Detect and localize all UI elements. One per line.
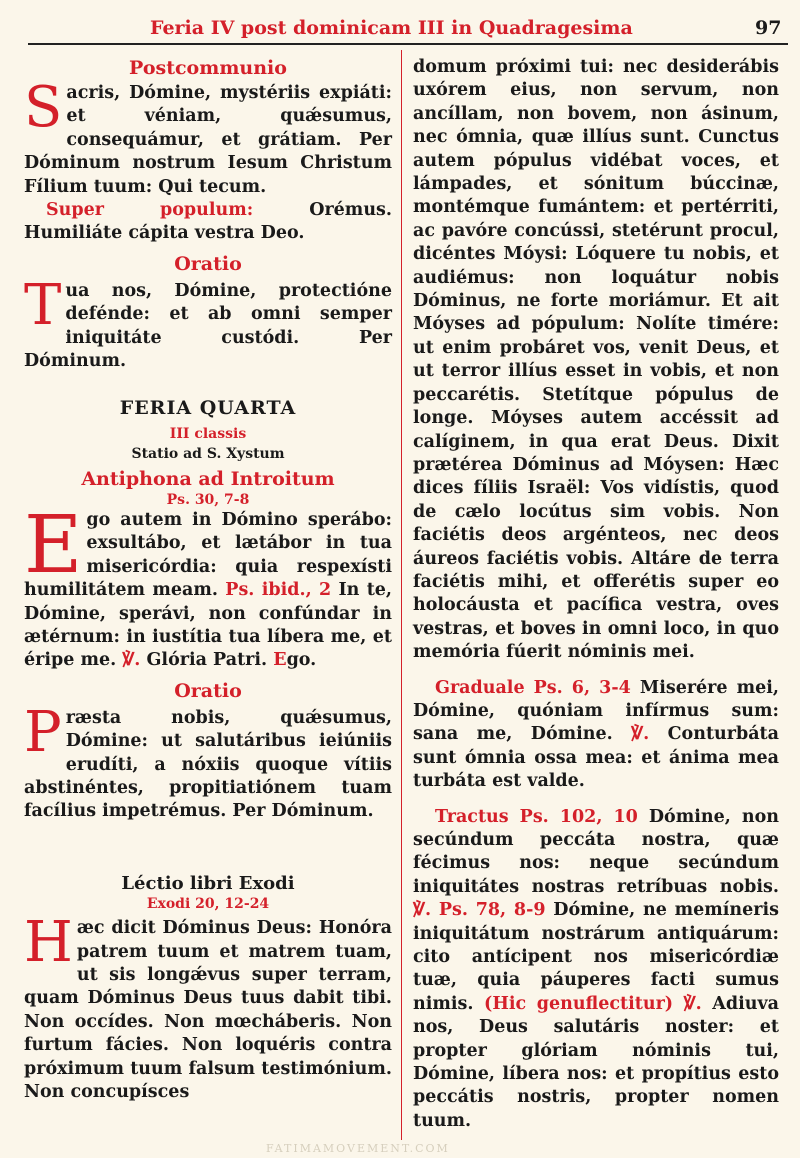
lectio-reference: Exodi 20, 12-24 <box>146 896 270 913</box>
right-column <box>413 56 779 1133</box>
versicle-mark: ℣. <box>683 993 702 1014</box>
header-rule <box>28 43 788 45</box>
column-divider <box>401 50 402 1140</box>
introitus-text: Ego autem in Dómino sperábo: exsultábo, et lætábor in tua misericórdia: quia respexísti humilitátem meam. Ps. ibid., 2 In te, Dómine, sperávi, non confúndar in ætérnum: in iustítia tua líbera me, et éripe me. ℣. Glória Patri. Ego. <box>24 497 392 671</box>
feria-title: FERIA QUARTA <box>119 397 297 420</box>
super-populum: Super populum: Orémus. Humiliáte cápita vestra Deo. <box>24 200 392 244</box>
introitus-heading: Antiphona ad Introitum <box>81 467 335 490</box>
oratio-text: Præsta nobis, quǽsumus, Dómine: ut salutáribus ieiúniis erudíti, a nóxiis quoque vítiis abstinéntes, propitiatiónem tuam facílius impetrémus. Per Dóminum. <box>24 699 392 822</box>
versicle-mark: ℣. <box>122 650 141 671</box>
graduale: Graduale Ps. 6, 3-4 Miserére mei, Dómine, quóniam infírmus sum: sana me, Dómine. ℣. Conturbáta sunt ómnia ossa mea: et ánima mea turbáta est valde. <box>413 677 779 792</box>
tractus: Tractus Ps. 102, 10 Dómine, non secúndum peccáta nostra, quæ fécimus nos: neque secúndum iniquitátes nostras retríbuas nobis. ℣. Ps. 78, 8-9 Dómine, ne memíneris iniquitátum nostrárum antiquárum: cito antícipent nos misericórdiæ tuæ, quia páuperes facti sumus nimis. (Hic genuflectitur) ℣. Adiuva nos, Deus salutáris noster: et propter glóriam nóminis tui, Dómine, líbera nos: et propítius esto peccátis nostris, propter nomen tuum. <box>413 806 780 1131</box>
drop-cap: T <box>24 272 62 338</box>
introitus-reference: Ps. 30, 7-8 <box>166 491 250 508</box>
lectio-text: Hæc dicit Dóminus Deus: Honóra patrem tuum et matrem tuam, ut sis longǽvus super terram, quam Dóminus Deus tuus dabit tibi. Non occídes. Non mœcháberis. Non furtum fácies. Non loquéris contra próximum tuum falsum testimónium. Non concupísces <box>24 910 392 1102</box>
drop-cap: E <box>24 497 83 591</box>
lectio-heading: Léctio libri Exodi <box>121 872 295 894</box>
postcommunio-text: Sacris, Dómine, mystériis expiáti: et véniam, quǽsumus, consequámur, et grátiam. Per Dóminum nostrum Iesum Christum Fílium tuum: Qui tecum. <box>24 75 392 197</box>
watermark: FATIMAMOVEMENT.COM <box>266 1142 450 1155</box>
oratio-heading: Oratio <box>174 252 242 275</box>
page-header <box>28 14 788 44</box>
oratio-text: Tua nos, Dómine, protectióne defénde: et ab omni semper iniquitáte custódi. Per Dóminum. <box>24 272 392 372</box>
versicle-mark: ℣. <box>631 724 650 745</box>
drop-cap: S <box>24 75 63 140</box>
drop-cap: P <box>24 699 62 765</box>
feria-statio: Statio ad S. Xystum <box>131 445 285 462</box>
page-number: 97 <box>755 17 782 39</box>
lectio-continuation: domum próximi tui: nec desiderábis uxórem eius, non servum, non ancíllam, non bovem, non ásinum, nec ómnia, quæ illíus sunt. Cunctus autem pópulus vidébat voces, et lámpades, et sónitum búccinæ, montémque fumántem: et pertérriti, ac pavóre concússi, stetérunt procul, dicéntes Móysi: Lóquere tu nobis, et audiémus: non loquátur nobis Dóminus, ne forte moriámur. Et ait Móyses ad pópulum: Nolíte timére: ut enim probáret vos, venit Deus, et ut terror illíus esset in vobis, et non peccarétis. Stetítque pópulus de longe. Móyses autem accéssit ad calíginem, in qua erat Deus. Dixit prætérea Dóminus ad Móysen: Hæc dices fíliis Israël: Vos vidístis, quod de cælo locútus sim vobis. Non faciétis deos argénteos, nec deos áureos faciétis vobis. Altáre de terra faciétis mihi, et offerétis super eo holocáusta et pacífica vestra, oves vestras, et boves in omni loco, in quo memória fúerit nóminis mei. <box>413 57 779 663</box>
postcommunio-heading: Postcommunio <box>129 57 287 79</box>
oratio-heading: Oratio <box>174 679 242 702</box>
feria-classis: III classis <box>169 425 247 442</box>
left-column <box>24 56 392 1104</box>
drop-cap: H <box>24 910 73 976</box>
running-title: Feria IV post dominicam III in Quadragesima <box>150 17 633 39</box>
versicle-mark: ℣. <box>413 900 432 921</box>
